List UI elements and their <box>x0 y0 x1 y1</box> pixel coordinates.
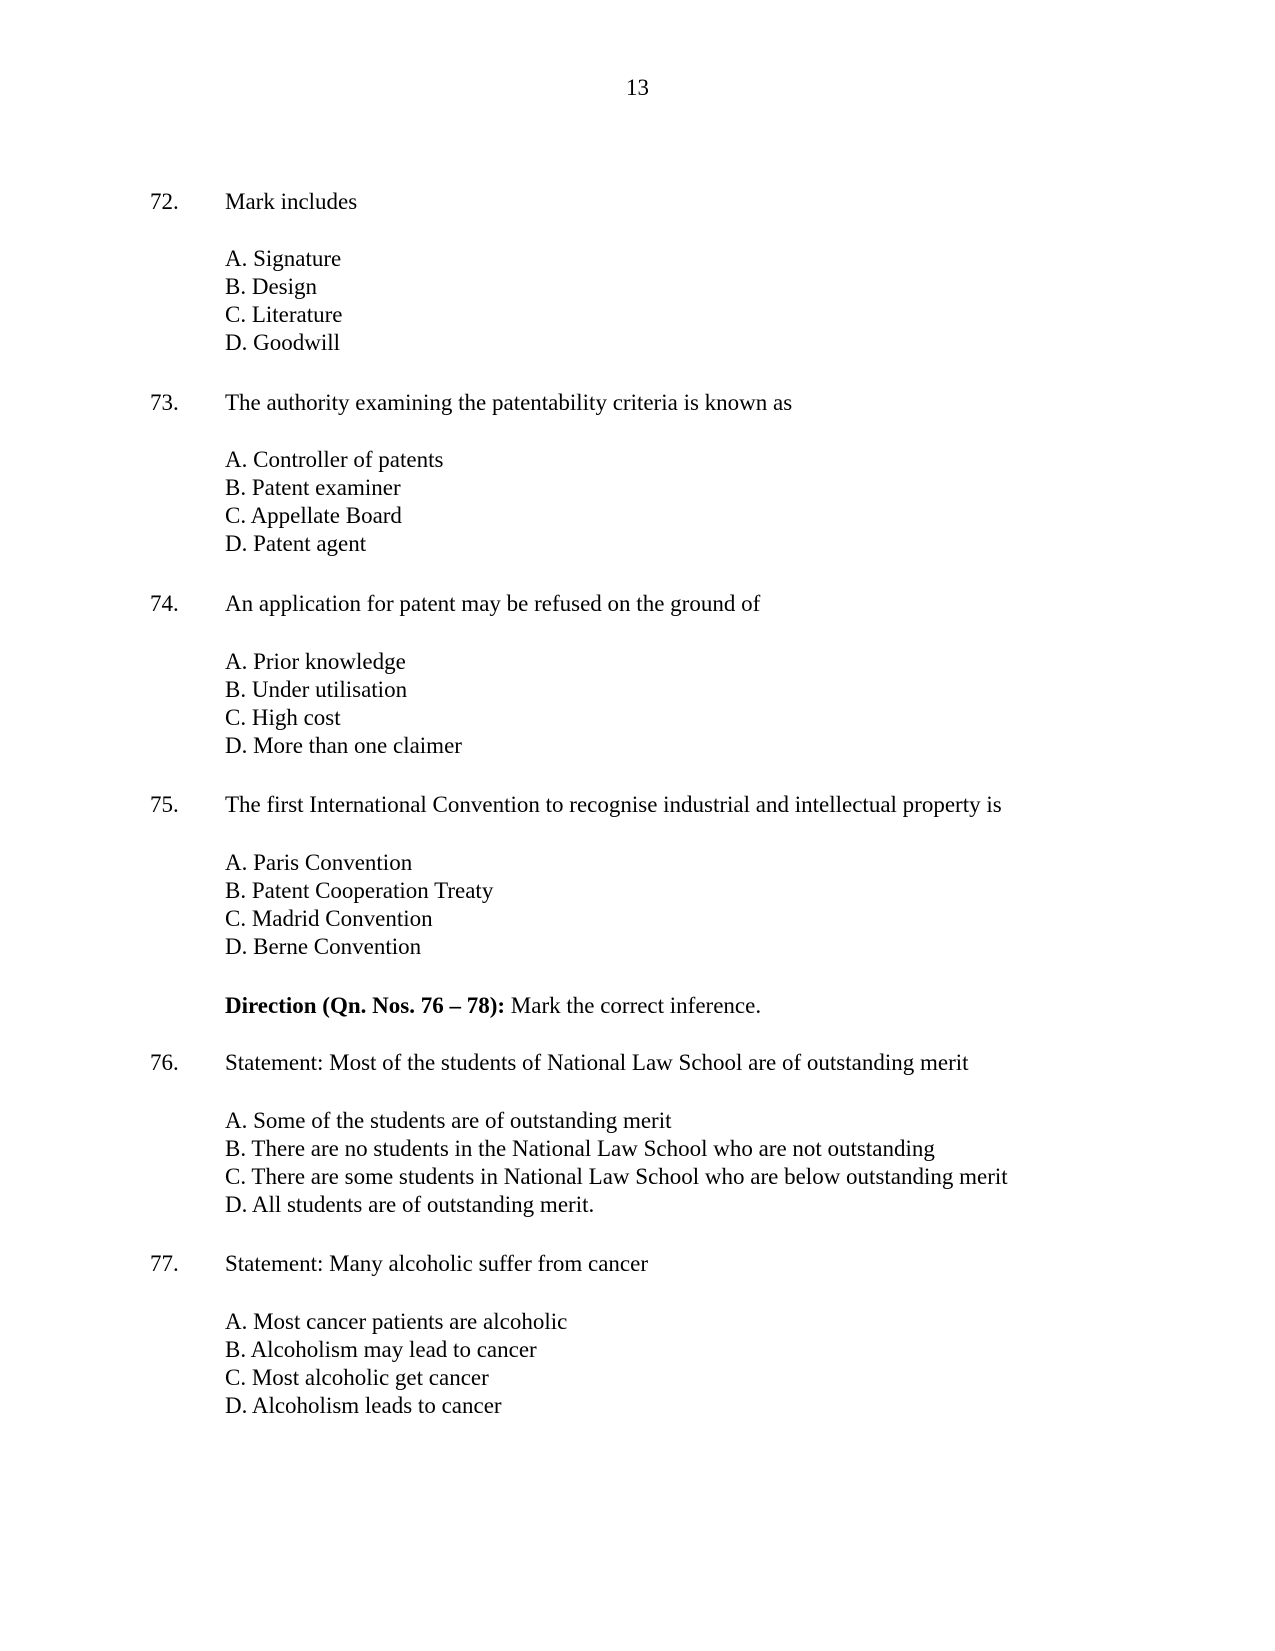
option-d: D. Patent agent <box>225 531 367 556</box>
option-b: B. Design <box>225 274 317 299</box>
question-number: 72. <box>150 189 179 214</box>
question-number: 73. <box>150 390 179 415</box>
option-b: B. Patent Cooperation Treaty <box>225 878 494 903</box>
option-a: A. Paris Convention <box>225 850 413 875</box>
option-d: D. All students are of outstanding merit. <box>225 1192 595 1217</box>
option-b: B. Alcoholism may lead to cancer <box>225 1337 537 1362</box>
option-a: A. Signature <box>225 246 342 271</box>
question-text: Statement: Most of the students of National Law School are of outstanding merit <box>225 1050 969 1075</box>
option-b: B. Under utilisation <box>225 677 408 702</box>
direction-text: Mark the correct inference. <box>505 993 762 1018</box>
option-b: B. There are no students in the National Law School who are not outstanding <box>225 1136 935 1161</box>
option-c: C. Most alcoholic get cancer <box>225 1365 489 1390</box>
option-a: A. Prior knowledge <box>225 649 406 674</box>
option-c: C. There are some students in National Law School who are below outstanding merit <box>225 1164 1008 1189</box>
question-number: 75. <box>150 792 179 817</box>
option-a: A. Most cancer patients are alcoholic <box>225 1309 568 1334</box>
direction-label: Direction (Qn. Nos. 76 – 78): <box>225 993 506 1018</box>
option-b: B. Patent examiner <box>225 475 401 500</box>
question-number: 74. <box>150 591 179 616</box>
question-text: The authority examining the patentability criteria is known as <box>225 390 793 415</box>
option-c: C. High cost <box>225 705 341 730</box>
question-text: Statement: Many alcoholic suffer from cancer <box>225 1251 648 1276</box>
option-c: C. Madrid Convention <box>225 906 433 931</box>
question-text: The first International Convention to recognise industrial and intellectual property is <box>225 792 1002 817</box>
direction-note <box>225 992 761 1020</box>
option-a: A. Some of the students are of outstanding merit <box>225 1108 672 1133</box>
question-text: Mark includes <box>225 189 358 214</box>
question-number: 76. <box>150 1050 179 1075</box>
option-a: A. Controller of patents <box>225 447 444 472</box>
option-d: D. Berne Convention <box>225 934 422 959</box>
option-d: D. Alcoholism leads to cancer <box>225 1393 502 1418</box>
question-text: An application for patent may be refused on the ground of <box>225 591 761 616</box>
page-number: 13 <box>626 75 649 100</box>
option-d: D. Goodwill <box>225 330 340 355</box>
option-d: D. More than one claimer <box>225 733 462 758</box>
question-number: 77. <box>150 1251 179 1276</box>
option-c: C. Appellate Board <box>225 503 402 528</box>
option-c: C. Literature <box>225 302 343 327</box>
